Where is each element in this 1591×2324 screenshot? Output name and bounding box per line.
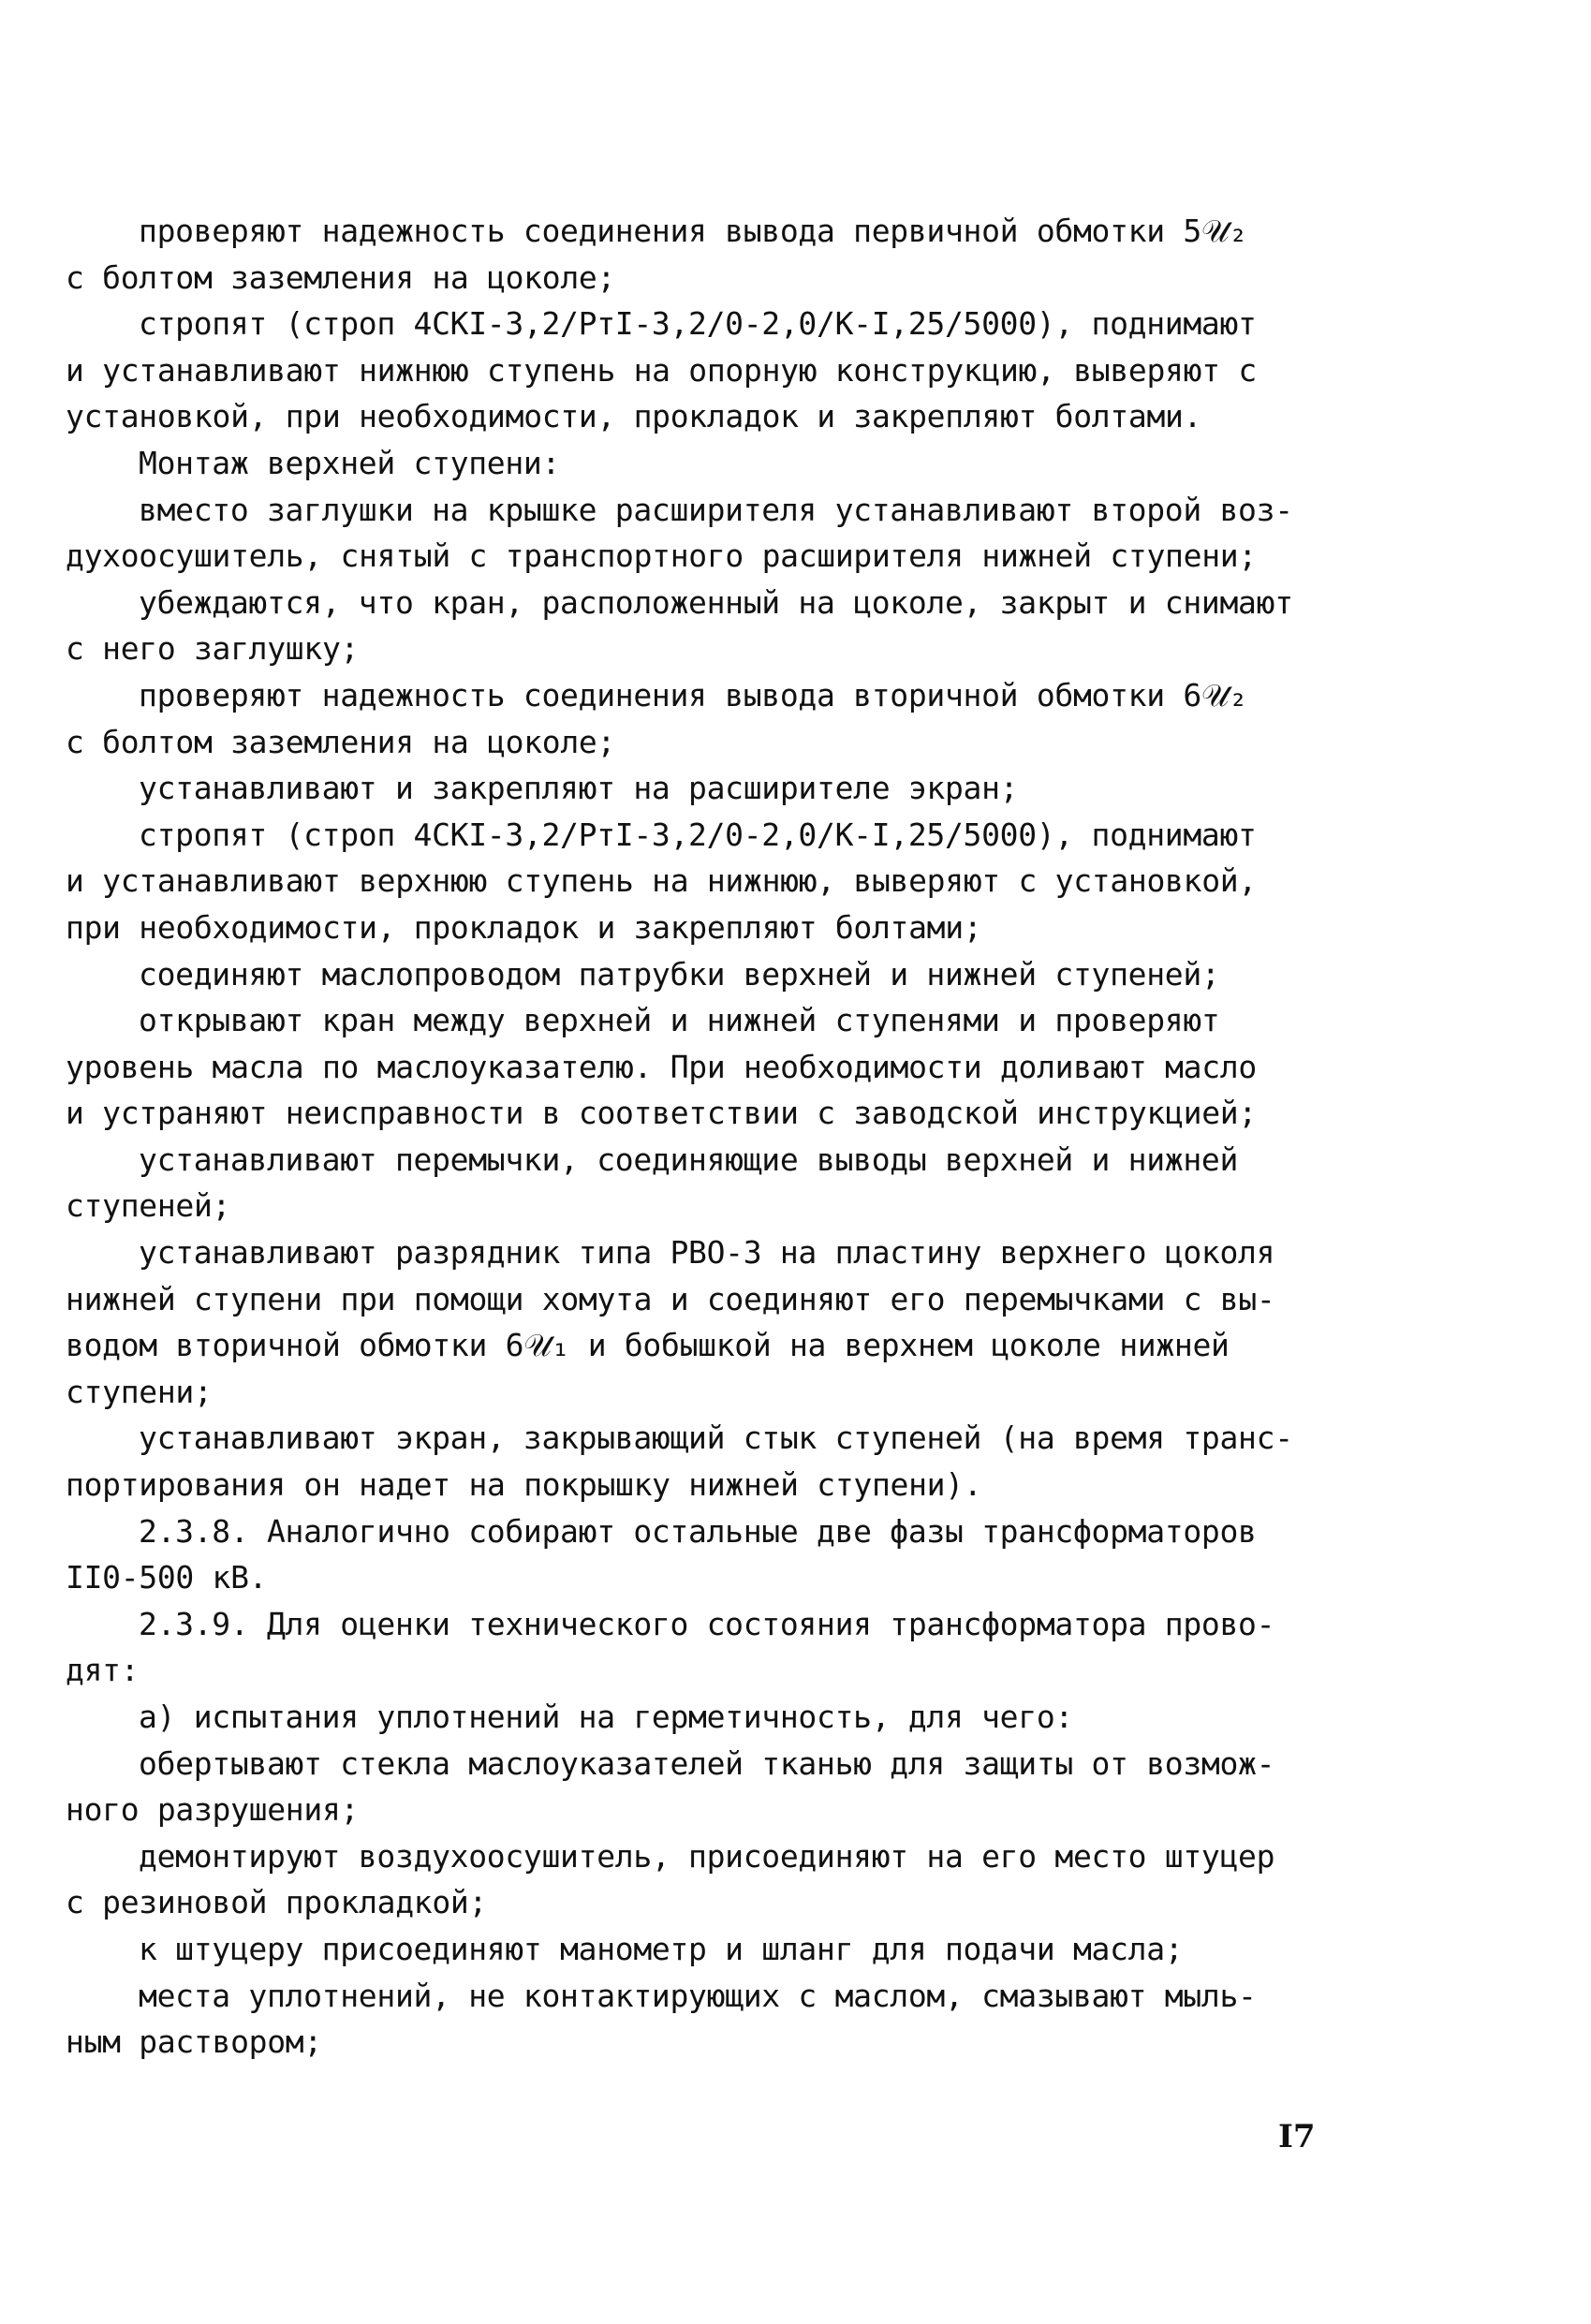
text-line: демонтируют воздухоосушитель, присоединяют на его место штуцер [139,1837,1275,1875]
text-line: ного разрушения; [66,1791,360,1829]
text-line: водом вторичной обмотки 6𝒰₁ и бобышкой на верхнем цоколе нижней [66,1327,1230,1364]
text-line: обертывают стекла маслоуказателей тканью для защиты от возмож- [139,1744,1275,1782]
text-line: дят: [66,1652,140,1689]
text-line: к штуцеру присоединяют манометр и шланг для подачи масла; [139,1930,1184,1967]
text-line: устанавливают разрядник типа РВО-3 на пластину верхнего цоколя [139,1234,1275,1272]
body-text [66,208,1320,2066]
text-line: и устанавливают верхнюю ступень на нижнюю, выверяют с установкой, [66,862,1257,900]
text-line: стропят (строп 4СКI-3,2/РтI-3,2/0-2,0/К-I,25/5000), поднимают [139,816,1257,853]
text-line: устанавливают перемычки, соединяющие выводы верхней и нижней [139,1140,1239,1178]
text-line: ступени; [66,1373,213,1410]
text-line: духоосушитель, снятый с транспортного расширителя нижней ступени; [66,537,1257,575]
text-line: а) испытания уплотнений на герметичность, для чего: [139,1699,1073,1735]
text-line: II0-500 кВ. [66,1559,268,1596]
text-line: с болтом заземления на цоколе; [66,723,616,760]
text-line: стропят (строп 4СКI-3,2/РтI-3,2/0-2,0/К-I,25/5000), поднимают [139,305,1257,343]
text-line: открывают кран между верхней и нижней ступенями и проверяют [139,1002,1220,1039]
text-line: при необходимости, прокладок и закрепляют болтами; [66,908,982,946]
text-line: и устраняют неисправности в соответствии с заводской инструкцией; [66,1095,1257,1132]
text-line: вместо заглушки на крышке расширителя устанавливают второй воз- [139,491,1293,528]
text-line: с резиновой прокладкой; [66,1884,488,1921]
text-line: соединяют маслопроводом патрубки верхней и нижней ступеней; [139,955,1220,993]
text-line: места уплотнений, не контактирующих с маслом, смазывают мыль- [139,1977,1257,2014]
text-line: ступеней; [66,1187,231,1225]
text-line: с него заглушку; [66,630,360,668]
text-line: ным раствором; [66,2023,322,2061]
page-number: I7 [1278,2118,1316,2155]
text-line: нижней ступени при помощи хомута и соединяют его перемычками с вы- [66,1280,1275,1317]
text-line: проверяют надежность соединения вывода вторичной обмотки 6𝒰₂ [139,676,1247,713]
text-line: устанавливают и закрепляют на расширителе экран; [139,770,1019,807]
text-line: 2.3.9. Для оценки технического состояния трансформатора прово- [139,1605,1275,1642]
text-line: портирования он надет на покрышку нижней ступени). [66,1466,982,1504]
text-line: 2.3.8. Аналогично собирают остальные две фазы трансформаторов [139,1512,1257,1550]
text-line: уровень масла по маслоуказателю. При необходимости доливают масло [66,1048,1257,1085]
text-line: установкой, при необходимости, прокладок и закрепляют болтами. [66,398,1202,435]
text-line: устанавливают экран, закрывающий стык ступеней (на время транс- [139,1419,1293,1457]
text-line: с болтом заземления на цоколе; [66,258,616,296]
text-line: Монтаж верхней ступени: [139,444,561,481]
text-line: и устанавливают нижнюю ступень на опорную конструкцию, выверяют с [66,351,1257,389]
text-line: убеждаются, что кран, расположенный на цоколе, закрыт и снимают [139,583,1293,621]
text-line: проверяют надежность соединения вывода первичной обмотки 5𝒰₂ [139,213,1247,249]
